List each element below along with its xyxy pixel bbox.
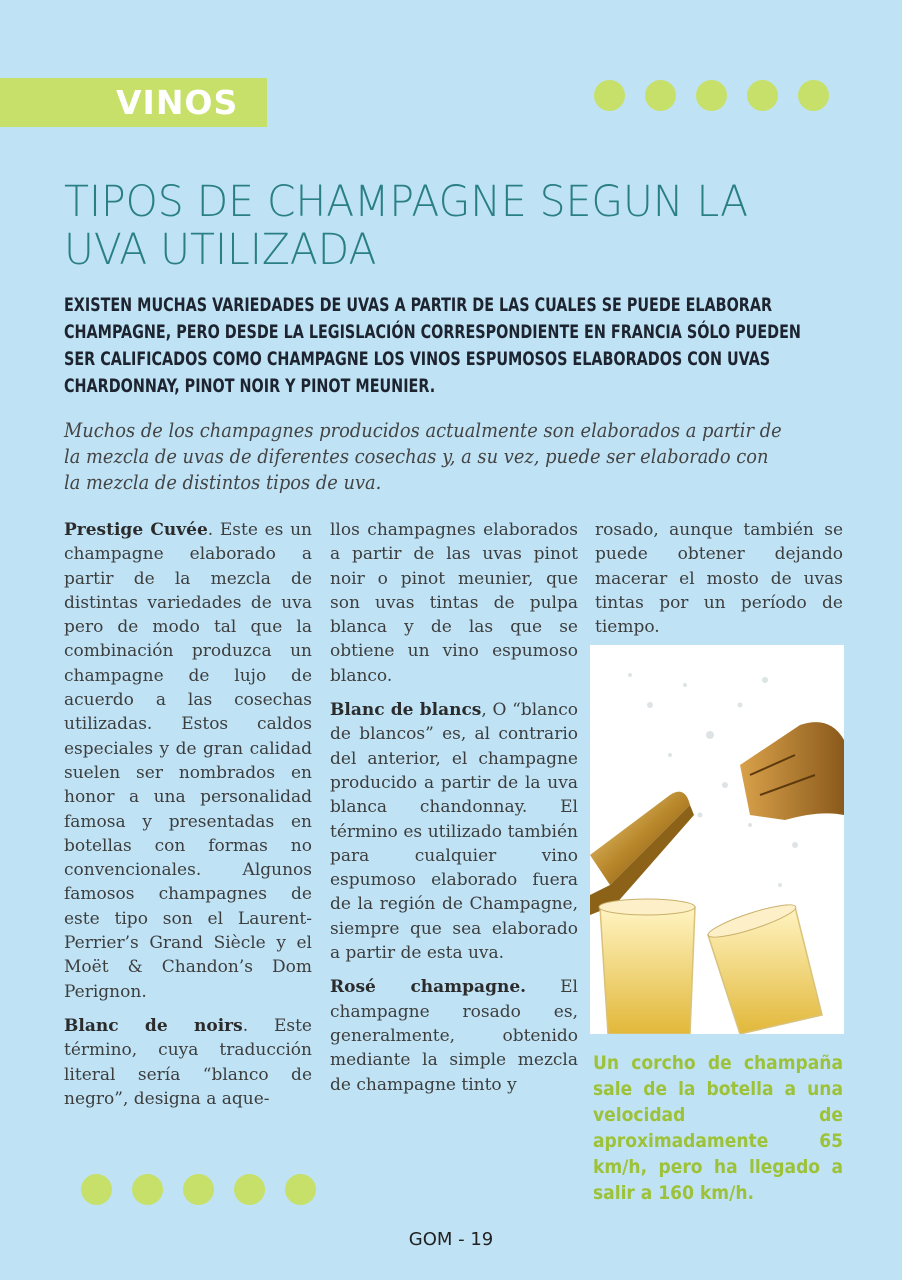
paragraph-text: rosado, aunque también se puede obtener dejando macerar el mosto de uvas tintas por un período de tiempo.	[595, 520, 843, 638]
paragraph-rose-champagne	[330, 975, 578, 1096]
text-column-1	[64, 518, 312, 1121]
decorative-dots-bottom	[81, 1174, 316, 1205]
text-column-2	[330, 518, 578, 1107]
champagne-photo	[590, 645, 844, 1034]
champagne-illustration	[590, 645, 844, 1034]
dot	[645, 80, 676, 111]
paragraph-prestige-cuvee	[64, 518, 312, 1004]
term-blanc-de-noirs: Blanc de noirs	[64, 1015, 243, 1036]
paragraph-text: , O “blanco de blancos” es, al contrario del anterior, el champagne producido a partir de la uva blanca chandonnay. El término es utilizado también para cualquier vino espumoso elaborado fuera de la región de Champagne, siempre que sea elaborado a partir de esta uva.	[330, 700, 579, 964]
term-blanc-de-blancs: Blanc de blancs	[330, 700, 482, 721]
paragraph-text: . Este es un champagne elaborado a partir de la mezcla de distintas variedades de uva pero de modo tal que la combinación produzca un champagne de lujo de acuerdo a las cosechas utilizadas. Estos caldos especiales y de gran calidad suelen ser nombrados en honor a una personalidad famosa y presentadas en botellas con formas no convencionales. Algunos famosos champagnes de este tipo son el Laurent-Perrier’s Grand Siècle y el Moët & Chandon’s Dom Perignon.	[64, 520, 312, 1002]
dot	[594, 80, 625, 111]
dot	[798, 80, 829, 111]
paragraph-continuation	[595, 518, 843, 639]
glass-left	[599, 899, 695, 1034]
dot	[81, 1174, 112, 1205]
decorative-dots-top	[594, 80, 829, 111]
article-intro: Muchos de los champagnes producidos actualmente son elaborados a partir de la mezcla de uvas de diferentes cosechas y, a su vez, puede ser elaborado con la mezcla de distintos tipos de uva.	[64, 419, 782, 494]
paragraph-text: llos champagnes elaborados a partir de las uvas pinot noir o pinot meunier, que son uvas tintas de pulpa blanca y de las que se obtiene un vino espumoso blanco.	[330, 520, 578, 686]
text-column-3	[595, 518, 843, 649]
dot	[132, 1174, 163, 1205]
photo-caption: Un corcho de champaña sale de la botella a una velocidad de aproximadamente 65 km/h, pero ha llegado a salir a 160 km/h.	[593, 1052, 843, 1204]
term-rose-champagne: Rosé champagne.	[330, 977, 527, 998]
paragraph-blanc-de-noirs	[64, 1014, 312, 1111]
paragraph-blanc-de-blancs	[330, 698, 578, 965]
dot	[747, 80, 778, 111]
dot	[285, 1174, 316, 1205]
term-prestige-cuvee: Prestige Cuvée	[64, 520, 208, 540]
page-number: GOM - 19	[408, 1229, 494, 1250]
section-tag: VINOS	[0, 78, 267, 127]
dot	[696, 80, 727, 111]
paragraph-text: . Este término, cuya traducción literal sería “blanco de negro”, designa a aque-	[64, 1015, 312, 1109]
dot	[183, 1174, 214, 1205]
dot	[234, 1174, 265, 1205]
paragraph-text: El champagne rosado es, generalmente, obtenido mediante la simple mezcla de champagne tinto y	[330, 977, 578, 1095]
article-title: TIPOS DE CHAMPAGNE SEGUN LA UVA UTILIZADA	[64, 177, 749, 275]
paragraph-continuation	[330, 518, 578, 688]
article-lead: EXISTEN MUCHAS VARIEDADES DE UVAS A PARTIR DE LAS CUALES SE PUEDE ELABORAR CHAMPAGNE, PERO DESDE LA LEGISLACIÓN CORRESPONDIENTE EN FRANCIA SÓLO PUEDEN SER CALIFICADOS COMO CHAMPAGNE LOS VINOS ESPUMOSOS ELABORADOS CON UVAS CHARDONNAY, PINOT NOIR Y PINOT MEUNIER.	[64, 294, 801, 397]
